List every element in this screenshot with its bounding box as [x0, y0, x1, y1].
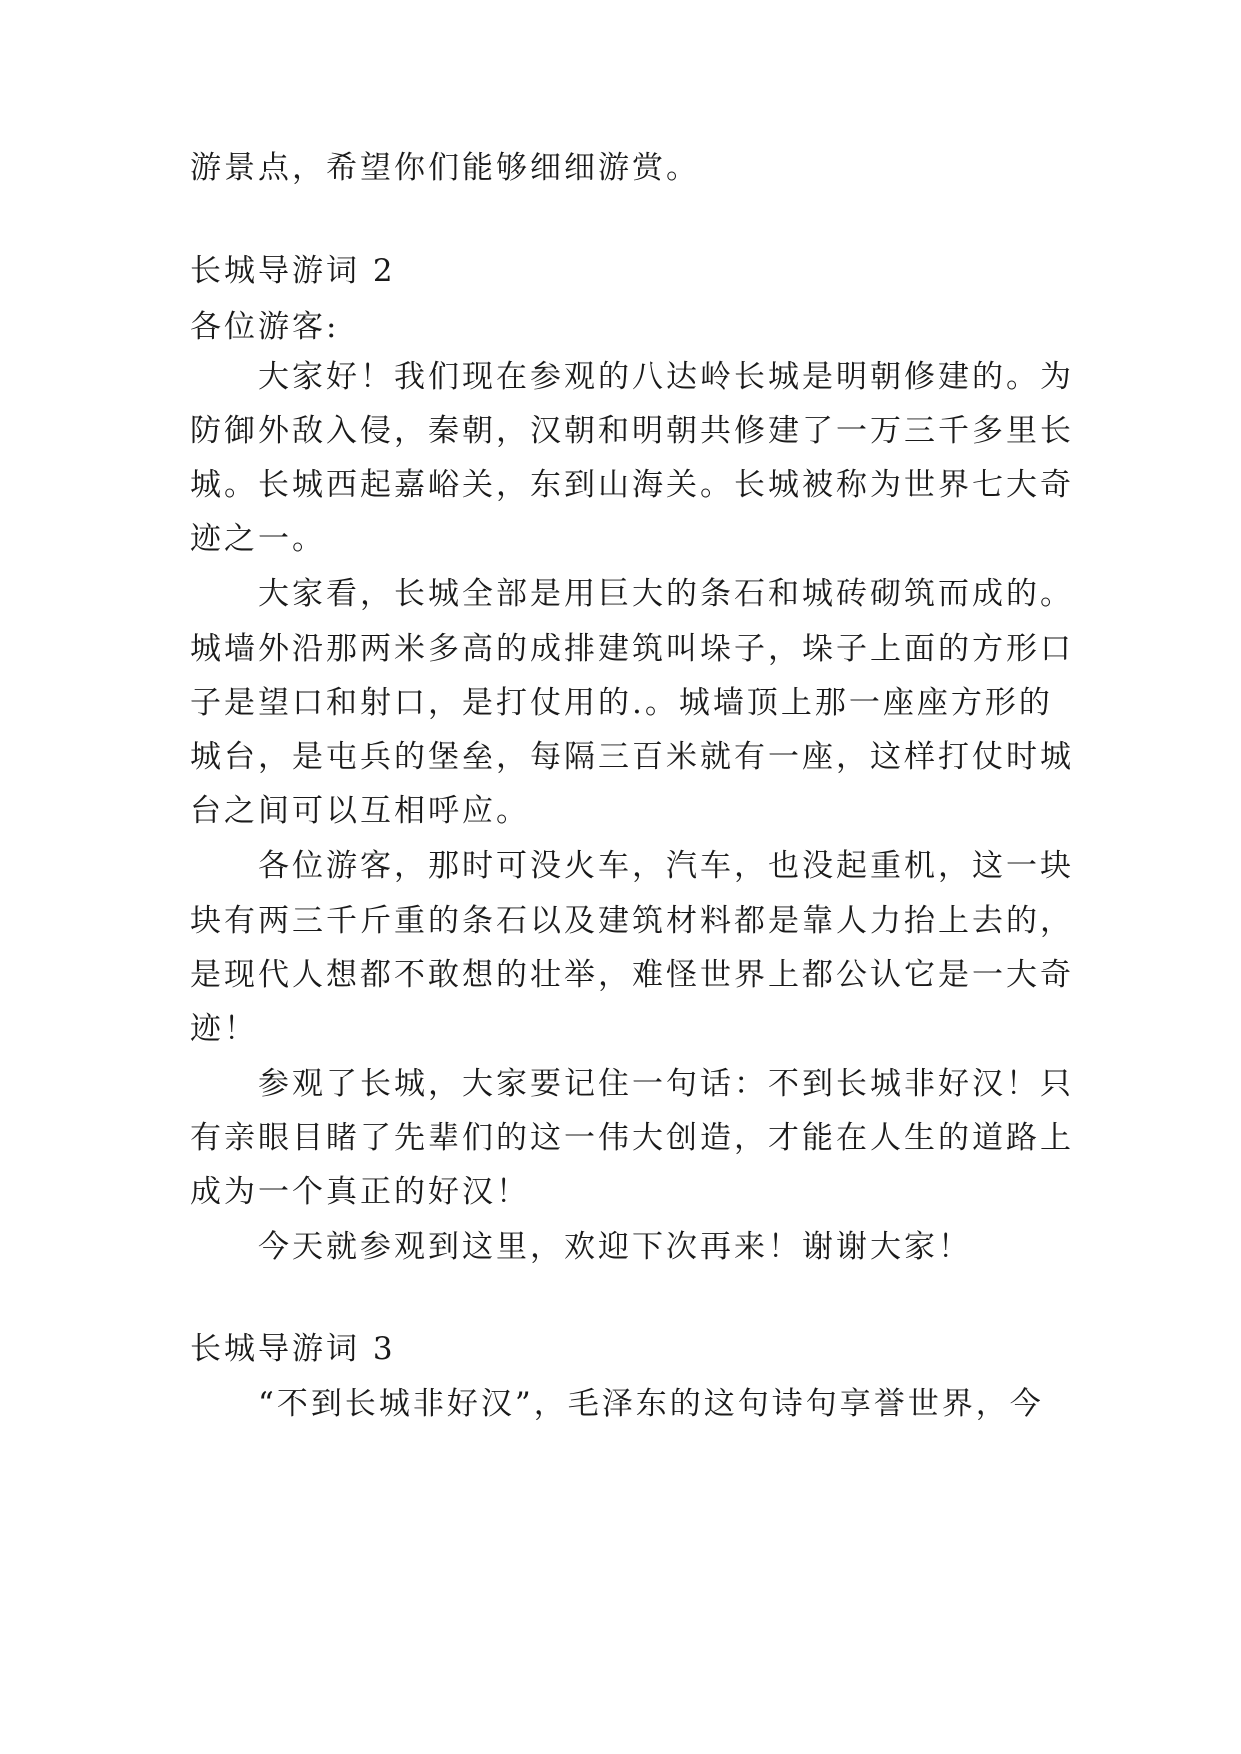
paragraph-line: 迹之一。	[190, 521, 326, 557]
paragraph-line: 块有两三千斤重的条石以及建筑材料都是靠人力抬上去的，	[190, 903, 1074, 939]
paragraph-line: 迹！	[190, 1011, 258, 1047]
paragraph-line: “不到长城非好汉”，毛泽东的这句诗句享誉世界，今	[258, 1386, 1044, 1422]
paragraph-line: 大家好！我们现在参观的八达岭长城是明朝修建的。为	[258, 359, 1074, 395]
section-heading: 长城导游词 2	[190, 253, 396, 289]
paragraph-line: 参观了长城，大家要记住一句话：不到长城非好汉！只	[258, 1066, 1074, 1102]
paragraph-line: 各位游客，那时可没火车，汽车，也没起重机，这一块	[258, 848, 1074, 884]
paragraph-line: 城。长城西起嘉峪关，东到山海关。长城被称为世界七大奇	[190, 467, 1074, 503]
paragraph-line: 有亲眼目睹了先辈们的这一伟大创造，才能在人生的道路上	[190, 1120, 1074, 1156]
text-line: 游景点，希望你们能够细细游赏。	[190, 150, 700, 186]
paragraph-line: 城台，是屯兵的堡垒，每隔三百米就有一座，这样打仗时城	[190, 739, 1074, 775]
paragraph-line: 子是望口和射口，是打仗用的.。城墙顶上那一座座方形的	[190, 685, 1053, 721]
paragraph-line: 防御外敌入侵，秦朝，汉朝和明朝共修建了一万三千多里长	[190, 413, 1074, 449]
paragraph-line: 台之间可以互相呼应。	[190, 793, 530, 829]
paragraph-line: 大家看，长城全部是用巨大的条石和城砖砌筑而成的。	[258, 576, 1074, 612]
section-heading: 长城导游词 3	[190, 1331, 396, 1367]
greeting-line: 各位游客:	[190, 309, 340, 345]
paragraph-line: 成为一个真正的好汉！	[190, 1174, 530, 1210]
paragraph-line: 城墙外沿那两米多高的成排建筑叫垛子，垛子上面的方形口	[190, 631, 1074, 667]
paragraph-line: 是现代人想都不敢想的壮举，难怪世界上都公认它是一大奇	[190, 957, 1074, 993]
paragraph-line: 今天就参观到这里，欢迎下次再来！谢谢大家！	[258, 1229, 972, 1265]
